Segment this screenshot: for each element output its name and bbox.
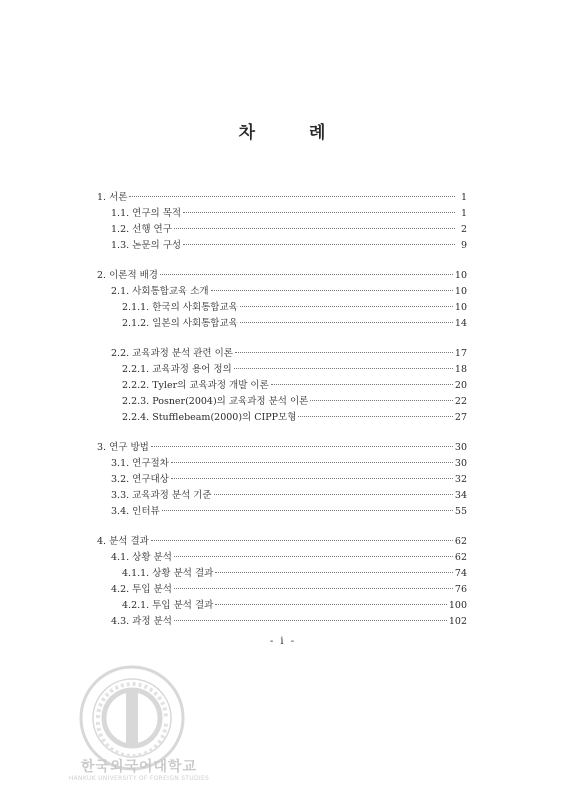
toc-entry-page: 17 (454, 348, 467, 359)
toc-entry[interactable] (97, 598, 467, 614)
toc-entry[interactable] (97, 534, 467, 550)
toc-entry-page: 55 (454, 506, 467, 517)
title-left: 차 (238, 123, 257, 143)
toc-entry-label: 1. 서론 (97, 192, 128, 203)
toc-leader-dots (162, 510, 453, 511)
toc-leader-dots (271, 384, 453, 385)
toc-entry-page: 74 (454, 568, 467, 579)
toc-leader-dots (215, 572, 453, 573)
toc-entry-page: 100 (448, 600, 467, 611)
toc-leader-dots (234, 368, 453, 369)
toc-leader-dots (174, 620, 447, 621)
watermark-university-english: HANKUK UNIVERSITY OF FOREIGN STUDIES (68, 775, 210, 782)
toc-entry-page: 10 (454, 286, 467, 297)
toc-entry[interactable] (97, 472, 467, 488)
toc-leader-dots (298, 416, 453, 417)
toc-leader-dots (183, 244, 455, 245)
toc-entry-page: 18 (454, 364, 467, 375)
toc-leader-dots (151, 446, 453, 447)
toc-leader-dots (215, 604, 447, 605)
toc-entry[interactable] (97, 190, 467, 206)
toc-entry[interactable] (97, 394, 467, 410)
toc-entry-page: 30 (454, 442, 467, 453)
toc-entry-page: 27 (454, 412, 467, 423)
toc-entry-label: 3.2. 연구대상 (111, 474, 169, 485)
toc-entry[interactable] (97, 300, 467, 316)
table-of-contents (97, 190, 467, 630)
toc-entry-label: 3.4. 인터뷰 (111, 506, 160, 517)
toc-leader-dots (151, 540, 453, 541)
toc-entry-page: 10 (454, 302, 467, 313)
toc-entry[interactable] (97, 488, 467, 504)
toc-entry[interactable] (97, 316, 467, 332)
toc-entry[interactable] (97, 550, 467, 566)
toc-entry-label: 3. 연구 방법 (97, 442, 149, 453)
toc-entry[interactable] (97, 284, 467, 300)
toc-leader-dots (310, 400, 453, 401)
toc-leader-dots (174, 556, 453, 557)
toc-leader-dots (171, 462, 453, 463)
toc-entry-page: 62 (454, 552, 467, 563)
toc-spacer (97, 426, 467, 440)
toc-spacer (97, 520, 467, 534)
toc-entry-page: 76 (454, 584, 467, 595)
toc-entry-page: 34 (454, 490, 467, 501)
toc-entry-label: 2.2.4. Stufflebeam(2000)의 CIPP모형 (122, 412, 297, 423)
toc-entry-label: 2.1.1. 한국의 사회통합교육 (122, 302, 238, 313)
toc-entry-label: 2.2.1. 교육과정 용어 정의 (122, 364, 232, 375)
toc-entry-page: 10 (454, 270, 467, 281)
toc-entry-page: 62 (454, 536, 467, 547)
toc-entry-label: 4.1. 상황 분석 (111, 552, 172, 563)
toc-entry-page: 30 (454, 458, 467, 469)
toc-entry[interactable] (97, 614, 467, 630)
toc-entry-label: 2. 이론적 배경 (97, 270, 158, 281)
toc-leader-dots (211, 290, 453, 291)
toc-leader-dots (171, 478, 453, 479)
toc-leader-dots (240, 322, 453, 323)
toc-entry[interactable] (97, 440, 467, 456)
toc-entry-page: 20 (454, 380, 467, 391)
toc-entry[interactable] (97, 362, 467, 378)
toc-entry-label: 4.2. 투입 분석 (111, 584, 172, 595)
toc-leader-dots (160, 274, 453, 275)
toc-entry-page: 14 (454, 318, 467, 329)
toc-entry-label: 3.3. 교육과정 분석 기준 (111, 490, 212, 501)
toc-entry-label: 4. 분석 결과 (97, 536, 149, 547)
toc-entry-label: 3.1. 연구절차 (111, 458, 169, 469)
toc-entry-page: 2 (460, 224, 467, 235)
toc-entry-label: 1.3. 논문의 구성 (111, 240, 182, 251)
toc-leader-dots (174, 228, 455, 229)
toc-leader-dots (129, 196, 455, 197)
toc-entry-label: 1.1. 연구의 목적 (111, 208, 182, 219)
toc-entry-page: 102 (448, 616, 467, 627)
toc-entry[interactable] (97, 346, 467, 362)
toc-leader-dots (214, 494, 453, 495)
toc-entry[interactable] (97, 566, 467, 582)
toc-entry-page: 1 (460, 208, 467, 219)
toc-entry-label: 2.1.2. 일본의 사회통합교육 (122, 318, 238, 329)
toc-entry-page: 22 (454, 396, 467, 407)
toc-entry-label: 4.1.1. 상황 분석 결과 (122, 568, 214, 579)
toc-entry-label: 2.1. 사회통합교육 소개 (111, 286, 209, 297)
toc-entry-label: 2.2.2. Tyler의 교육과정 개발 이론 (122, 380, 269, 391)
toc-entry[interactable] (97, 504, 467, 520)
toc-entry-page: 9 (460, 240, 467, 251)
toc-entry-label: 4.2.1. 투입 분석 결과 (122, 600, 214, 611)
toc-entry-page: 1 (460, 192, 467, 203)
toc-entry[interactable] (97, 222, 467, 238)
toc-spacer (97, 254, 467, 268)
toc-entry[interactable] (97, 582, 467, 598)
toc-entry[interactable] (97, 268, 467, 284)
toc-entry-page: 32 (454, 474, 467, 485)
toc-leader-dots (235, 352, 453, 353)
page-number: - i - (269, 636, 297, 647)
toc-entry[interactable] (97, 456, 467, 472)
toc-entry-label: 4.3. 과정 분석 (111, 616, 172, 627)
toc-entry[interactable] (97, 378, 467, 394)
title-right: 례 (309, 123, 328, 143)
watermark-university-name: 한국외국어대학교 (80, 759, 198, 775)
toc-spacer (97, 332, 467, 346)
toc-leader-dots (174, 588, 453, 589)
page-title (0, 118, 566, 143)
toc-leader-dots (183, 212, 455, 213)
toc-entry[interactable] (97, 238, 467, 254)
toc-entry[interactable] (97, 206, 467, 222)
toc-entry-label: 1.2. 선행 연구 (111, 224, 172, 235)
toc-entry[interactable] (97, 410, 467, 426)
toc-entry-label: 2.2. 교육과정 분석 관련 이론 (111, 348, 233, 359)
toc-entry-label: 2.2.3. Posner(2004)의 교육과정 분석 이론 (122, 396, 309, 407)
toc-leader-dots (240, 306, 453, 307)
